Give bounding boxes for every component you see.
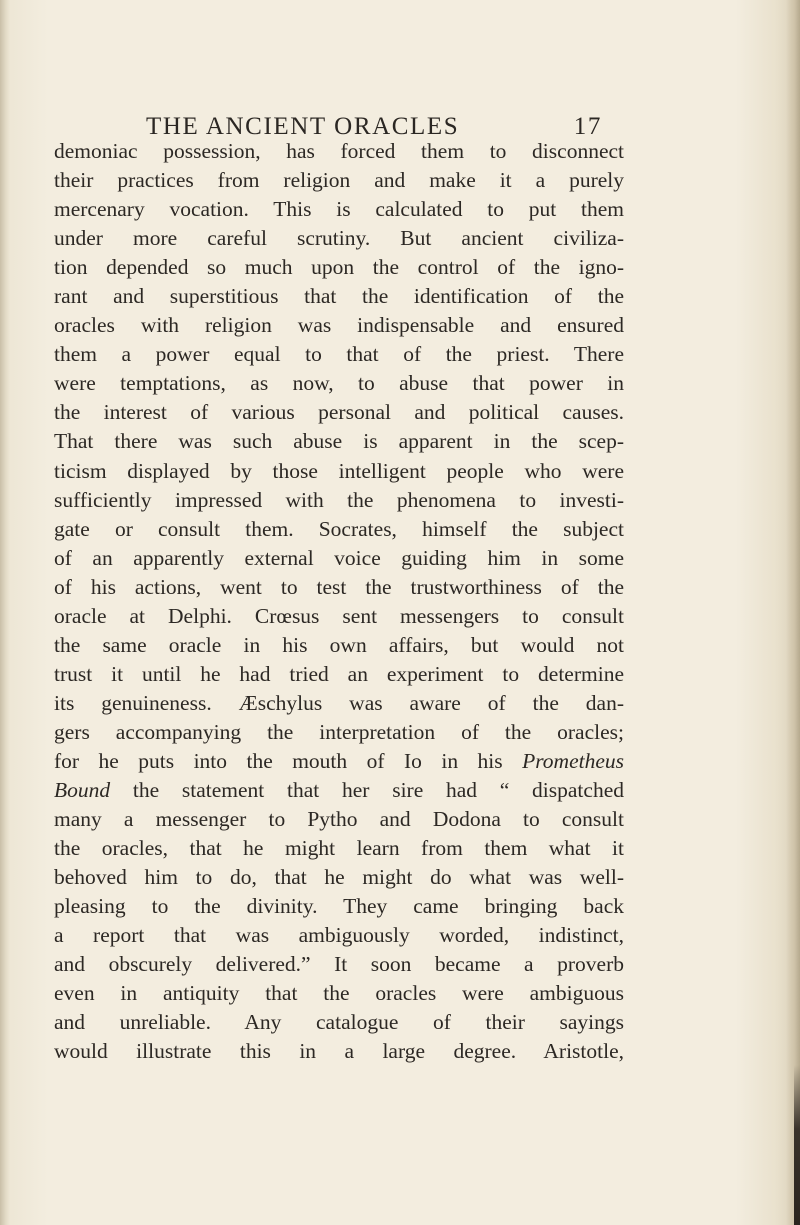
text-line: many a messenger to Pytho and Dodona to consult: [54, 807, 624, 832]
text-line: trust it until he had tried an experiment to determine: [54, 661, 624, 686]
text-line: sufficiently impressed with the phenomena to investi-: [54, 487, 624, 512]
binding-edge-mark: [794, 1065, 800, 1225]
body-text: [54, 137, 624, 1067]
text-line: would illustrate this in a large degree. Aristotle,: [54, 1039, 624, 1064]
text-line: the same oracle in his own affairs, but would not: [54, 632, 624, 657]
text-line: its genuineness. Æschylus was aware of the dan-: [54, 690, 624, 715]
page-edge-shadow: [786, 0, 800, 1225]
text-line: even in antiquity that the oracles were ambiguous: [54, 981, 624, 1006]
text-line: oracles with religion was indispensable and ensured: [54, 313, 624, 338]
text-line: tion depended so much upon the control of the igno-: [54, 255, 624, 280]
text-line: the interest of various personal and political causes.: [54, 400, 624, 425]
text-line: gers accompanying the interpretation of the oracles;: [54, 719, 624, 744]
text-line: under more careful scrutiny. But ancient civiliza-: [54, 226, 624, 251]
text-line: the oracles, that he might learn from them what it: [54, 836, 624, 861]
title-italic: Prometheus: [522, 748, 624, 773]
running-head-title: THE ANCIENT ORACLES: [146, 113, 460, 140]
text-fragment: the statement that her sire had “ dispatched: [110, 778, 624, 803]
text-line: [54, 776, 624, 805]
text-line: ticism displayed by those intelligent people who were: [54, 458, 624, 483]
text-line: them a power equal to that of the priest. There: [54, 342, 624, 367]
text-line: That there was such abuse is apparent in the scep-: [54, 429, 624, 454]
text-line: were temptations, as now, to abuse that power in: [54, 371, 624, 396]
text-line: and obscurely delivered.” It soon became a proverb: [54, 952, 624, 977]
text-line: of his actions, went to test the trustworthiness of the: [54, 574, 624, 599]
text-line: of an apparently external voice guiding him in some: [54, 545, 624, 570]
text-line: oracle at Delphi. Crœsus sent messengers to consult: [54, 603, 624, 628]
text-line: [54, 747, 624, 776]
text-line: behoved him to do, that he might do what was well-: [54, 865, 624, 890]
page-gutter-shadow: [0, 0, 10, 1225]
text-line: and unreliable. Any catalogue of their sayings: [54, 1010, 624, 1035]
text-fragment: for he puts into the mouth of Io in his: [54, 748, 523, 773]
page-number: 17: [573, 113, 602, 140]
text-line: their practices from religion and make it a purely: [54, 168, 624, 193]
text-line: mercenary vocation. This is calculated to put them: [54, 197, 624, 222]
text-line: pleasing to the divinity. They came bringing back: [54, 894, 624, 919]
title-italic: Bound: [54, 778, 111, 803]
text-line: gate or consult them. Socrates, himself the subject: [54, 516, 624, 541]
text-line: a report that was ambiguously worded, indistinct,: [54, 923, 624, 948]
text-line: demoniac possession, has forced them to disconnect: [54, 139, 624, 163]
text-line: rant and superstitious that the identification of the: [54, 284, 624, 309]
